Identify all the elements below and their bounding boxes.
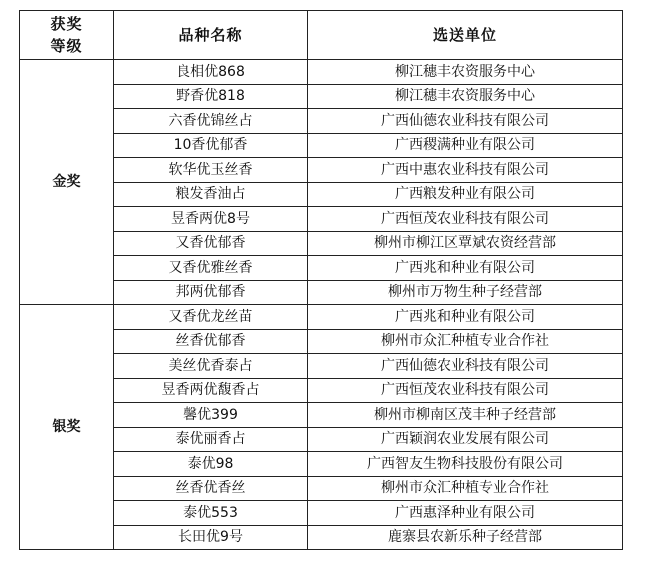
award-level-cell: 金奖: [20, 60, 114, 305]
variety-name-cell: 丝香优郁香: [114, 329, 308, 354]
variety-name-cell: 丝香优香丝: [114, 476, 308, 501]
variety-name-cell: 昱香两优馥香占: [114, 378, 308, 403]
submitting-unit-cell: 广西粮发种业有限公司: [308, 182, 623, 207]
submitting-unit-cell: 广西兆和种业有限公司: [308, 305, 623, 330]
variety-name-cell: 10香优郁香: [114, 133, 308, 158]
variety-name-cell: 粮发香油占: [114, 182, 308, 207]
submitting-unit-cell: 广西恒茂农业科技有限公司: [308, 378, 623, 403]
header-variety-name: 品种名称: [114, 11, 308, 60]
variety-name-cell: 长田优9号: [114, 525, 308, 550]
submitting-unit-cell: 广西仙德农业科技有限公司: [308, 109, 623, 134]
variety-name-cell: 泰优丽香占: [114, 427, 308, 452]
variety-name-cell: 又香优龙丝苗: [114, 305, 308, 330]
submitting-unit-cell: 柳州市众汇种植专业合作社: [308, 476, 623, 501]
submitting-unit-cell: 广西稷满种业有限公司: [308, 133, 623, 158]
award-table: [19, 10, 623, 550]
submitting-unit-cell: 广西惠泽种业有限公司: [308, 501, 623, 526]
variety-name-cell: 软华优玉丝香: [114, 158, 308, 183]
submitting-unit-cell: 广西恒茂农业科技有限公司: [308, 207, 623, 232]
variety-name-cell: 良相优868: [114, 60, 308, 85]
award-level-cell: 银奖: [20, 305, 114, 550]
submitting-unit-cell: 柳州市万物生种子经营部: [308, 280, 623, 305]
table-row: [20, 60, 623, 85]
variety-name-cell: 又香优郁香: [114, 231, 308, 256]
variety-name-cell: 馨优399: [114, 403, 308, 428]
submitting-unit-cell: 广西中惠农业科技有限公司: [308, 158, 623, 183]
variety-name-cell: 泰优98: [114, 452, 308, 477]
submitting-unit-cell: 柳江穗丰农资服务中心: [308, 84, 623, 109]
submitting-unit-cell: 广西智友生物科技股份有限公司: [308, 452, 623, 477]
header-row: [20, 11, 623, 60]
variety-name-cell: 野香优818: [114, 84, 308, 109]
table-row: [20, 305, 623, 330]
variety-name-cell: 昱香两优8号: [114, 207, 308, 232]
submitting-unit-cell: 柳州市柳江区覃斌农资经营部: [308, 231, 623, 256]
variety-name-cell: 泰优553: [114, 501, 308, 526]
submitting-unit-cell: 广西仙德农业科技有限公司: [308, 354, 623, 379]
submitting-unit-cell: 柳州市柳南区茂丰种子经营部: [308, 403, 623, 428]
table-body: [20, 60, 623, 550]
variety-name-cell: 六香优锦丝占: [114, 109, 308, 134]
header-level-line2: 等级: [50, 37, 83, 55]
submitting-unit-cell: 广西兆和种业有限公司: [308, 256, 623, 281]
variety-name-cell: 又香优雅丝香: [114, 256, 308, 281]
header-level-line1: 获奖: [50, 15, 83, 33]
submitting-unit-cell: 柳州市众汇种植专业合作社: [308, 329, 623, 354]
submitting-unit-cell: 鹿寨县农新乐种子经营部: [308, 525, 623, 550]
submitting-unit-cell: 广西颖润农业发展有限公司: [308, 427, 623, 452]
submitting-unit-cell: 柳江穗丰农资服务中心: [308, 60, 623, 85]
header-award-level: [20, 11, 114, 60]
header-submitting-unit: 选送单位: [308, 11, 623, 60]
variety-name-cell: 邦两优郁香: [114, 280, 308, 305]
variety-name-cell: 美丝优香泰占: [114, 354, 308, 379]
